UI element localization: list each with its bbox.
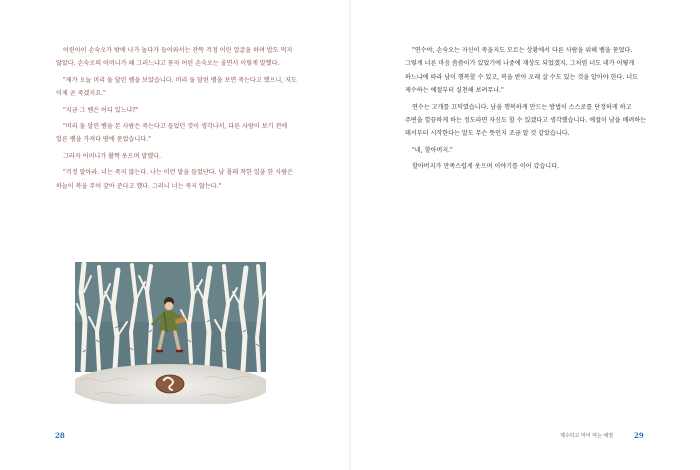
book-gutter [349, 0, 351, 470]
left-paragraph: "지금 그 뱀은 어디 있느냐?" [63, 106, 139, 114]
left-paragraph: "제가 오늘 머리 둘 달린 뱀을 보았습니다. 머리 둘 달린 뱀을 보면 죽는다고 했으니, 저도 이제 곧 죽겠지요." [56, 76, 297, 98]
page-number-left: 28 [55, 431, 65, 440]
right-paragraph: "연수야, 손숙오는 자신이 죽을지도 모르는 상황에서 다른 사람을 위해 뱀을 묻었다. 그렇게 너른 마음 씀씀이가 있었기에 나중에 재상도 되었겠지. 그처럼 너도 네가 어떻게 하느냐에 따라 남이 행복할 수 있고, 복을 받아 오래 살 수도 있는 것을 알아야 한다. 너도 제수하는 예절부터 실천해 보려무나." [405, 47, 639, 95]
right-paragraph: "네, 할아버지." [412, 146, 453, 154]
left-page-text [56, 44, 300, 196]
right-page-text [405, 44, 649, 177]
right-paragraph: 연수는 고개를 끄덕였습니다. 남을 행복하게 만드는 방법이 스스로를 단정하게 하고 주변을 깔끔하게 하는 정도라면 자신도 할 수 있겠다고 생각했습니다. 예절이 남을 배려하는 데서부터 시작한다는 말도 무슨 뜻인지 조금 알 것 같았습니다. [405, 103, 647, 138]
running-head: 제수하고 마어 먹는 예절 [560, 433, 614, 439]
left-paragraph: 어린아이 손숙오가 밖에 나가 놀다가 들어와서는 잔뜩 걱정 어린 얼굴을 하며 밥도 먹지 않았다. 손숙오의 어머니가 왜 그러느냐고 묻자 어린 손숙오는 울면서 이렇게 말했다. [56, 47, 293, 68]
left-paragraph: "걱정 말아라. 너는 죽지 않는다. 나는 이런 말을 들었단다. 남 몰래 착한 일을 한 사람은 하늘이 복을 주어 갚아 준다고 했다. 그러니 너는 죽지 않는다." [56, 169, 293, 190]
forest-boy-snake-illustration [75, 262, 266, 404]
left-paragraph: 그러자 어머니가 활짝 웃으며 말했다. [63, 152, 161, 160]
page-number-right: 29 [634, 431, 644, 440]
right-paragraph: 할아버지가 만족스럽게 웃으며 이야기를 이어 갔습니다. [412, 163, 560, 171]
snake-icon [156, 375, 184, 393]
left-paragraph: "머리 둘 달린 뱀을 본 사람은 죽는다고 들었던 것이 생각나서, 다른 사람이 보기 전에 얼른 뱀을 가져다 땅에 묻었습니다." [56, 123, 288, 144]
